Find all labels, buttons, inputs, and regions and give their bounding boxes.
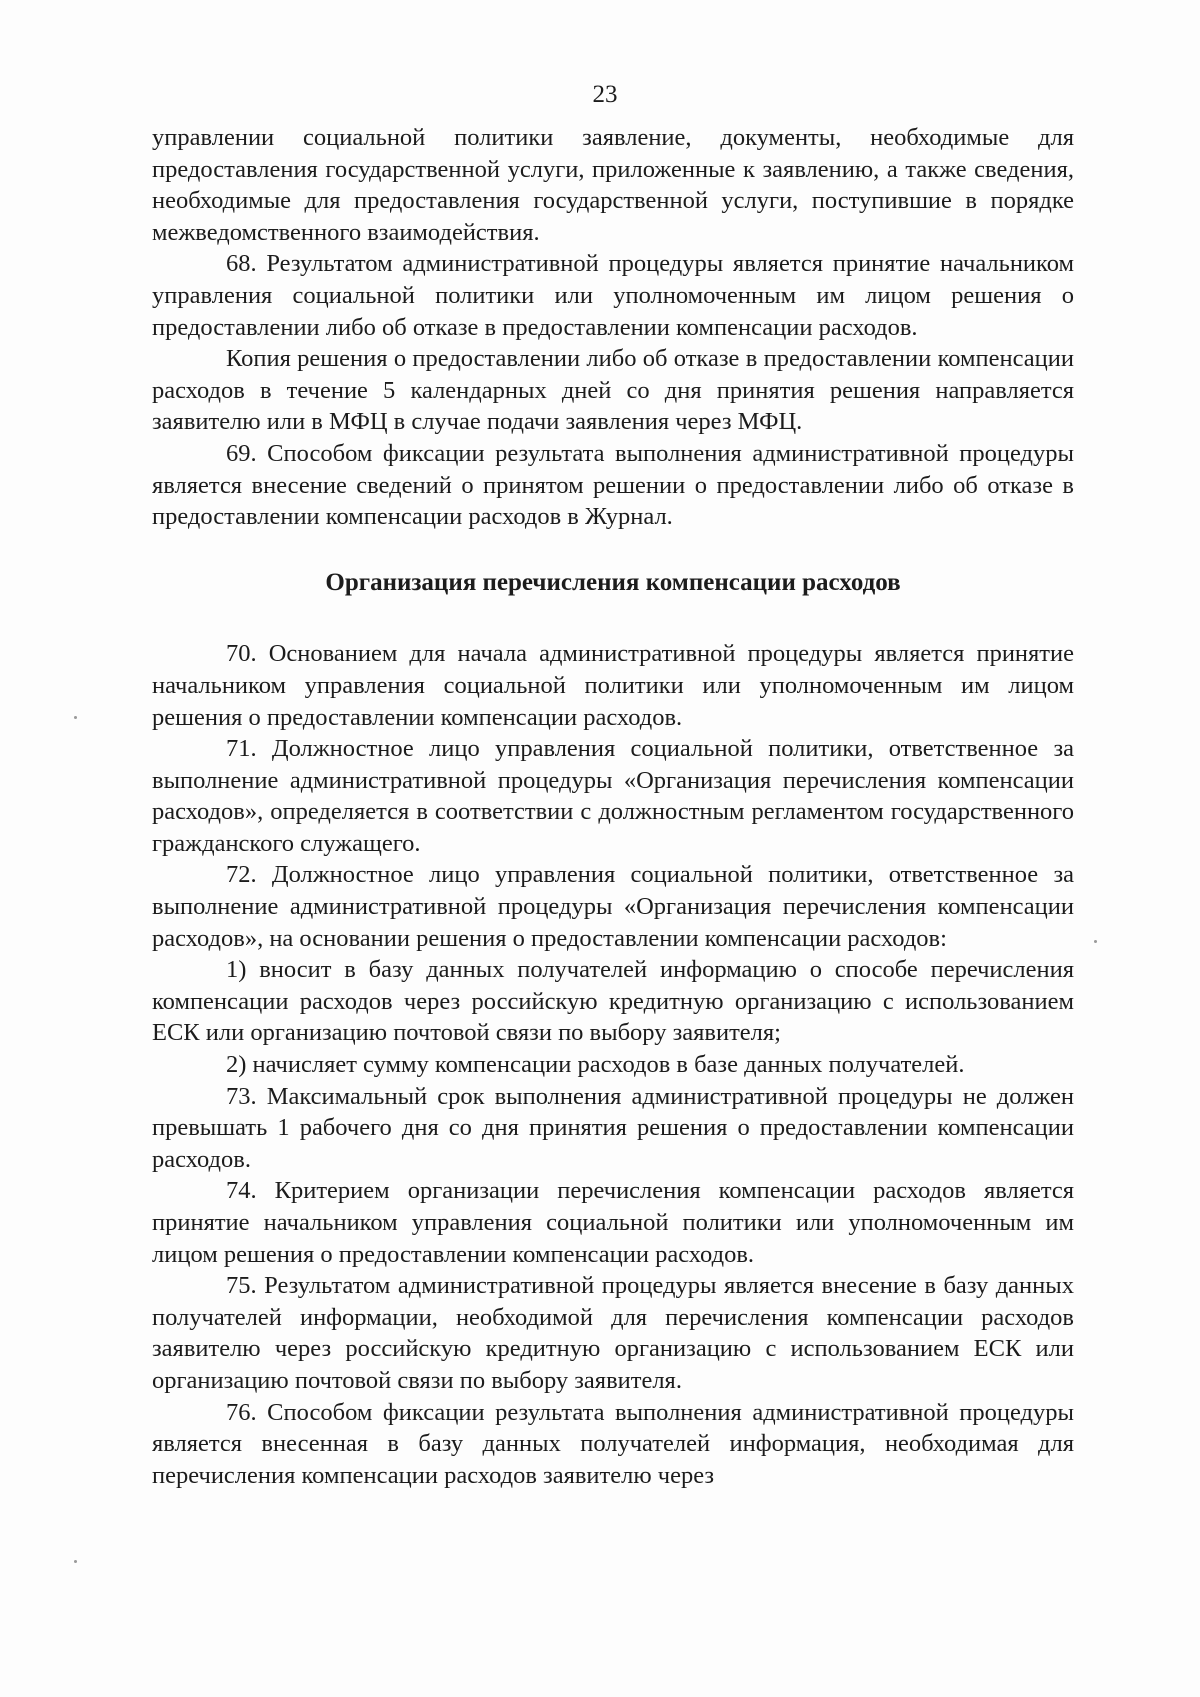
scan-speck: [1094, 940, 1097, 943]
document-body: [152, 122, 1074, 1491]
paragraph-72-item-2: 2) начисляет сумму компенсации расходов в базе данных получателей.: [226, 1051, 965, 1079]
paragraph-70: 70. Основанием для начала административной процедуры является принятие начальником управления социальной политики или уполномоченным им лицом решения о предоставлении компенсации расходов.: [152, 640, 1074, 731]
paragraph-71: 71. Должностное лицо управления социальной политики, ответственное за выполнение административной процедуры «Организация перечисления компенсации расходов», определяется в соответствии с должностным регламентом государственного гражданского служащего.: [152, 735, 1074, 857]
paragraph-74: 74. Критерием организации перечисления компенсации расходов является принятие начальником управления социальной политики или уполномоченным им лицом решения о предоставлении компенсации расходов.: [152, 1177, 1074, 1268]
paragraph-75: 75. Результатом административной процедуры является внесение в базу данных получателей информации, необходимой для перечисления компенсации расходов заявителю через российскую кредитную организацию с использованием ЕСК или организацию почтовой связи по выбору заявителя.: [152, 1272, 1074, 1394]
scan-speck: [74, 716, 77, 719]
paragraph-decision-copy: Копия решения о предоставлении либо об отказе в предоставлении компенсации расходов в течение 5 календарных дней со дня принятия решения направляется заявителю или в МФЦ в случае подачи заявления через МФЦ.: [152, 345, 1074, 436]
page-number: 23: [592, 81, 618, 108]
paragraph-72-item-1: 1) вносит в базу данных получателей информацию о способе перечисления компенсации расходов через российскую кредитную организацию с использованием ЕСК или организацию почтовой связи по выбору заявителя;: [152, 956, 1074, 1047]
paragraph-72: 72. Должностное лицо управления социальной политики, ответственное за выполнение административной процедуры «Организация перечисления компенсации расходов», на основании решения о предоставлении компенсации расходов:: [152, 861, 1074, 952]
scan-speck: [74, 1560, 77, 1563]
paragraph-continuation: управлении социальной политики заявление, документы, необходимые для предоставления государственной услуги, приложенные к заявлению, а также сведения, необходимые для предоставления государственной услуги, поступившие в порядке межведомственного взаимодействия.: [152, 124, 1074, 246]
paragraph-69: 69. Способом фиксации результата выполнения административной процедуры является внесение сведений о принятом решении о предоставлении либо об отказе в предоставлении компенсации расходов в Журнал.: [152, 439, 1074, 531]
paragraph-76: 76. Способом фиксации результата выполнения административной процедуры является внесенная в базу данных получателей информация, необходимая для перечисления компенсации расходов заявителю через: [152, 1398, 1074, 1489]
paragraph-68: 68. Результатом административной процедуры является принятие начальником управления социальной политики или уполномоченным им лицом решения о предоставлении либо об отказе в предоставлении компенсации расходов.: [152, 250, 1074, 341]
paragraph-73: 73. Максимальный срок выполнения административной процедуры не должен превышать 1 рабочего дня со дня принятия решения о предоставлении компенсации расходов.: [152, 1082, 1074, 1173]
section-heading: Организация перечисления компенсации расходов: [325, 568, 901, 596]
